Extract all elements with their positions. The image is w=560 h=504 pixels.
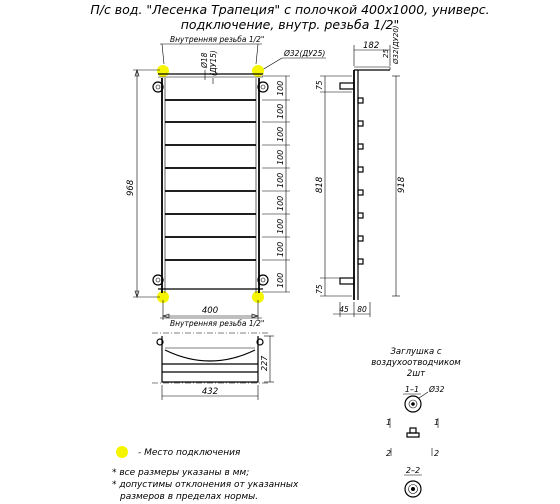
w432-label: 432 (201, 387, 219, 397)
plug-section-view (405, 481, 421, 497)
plug-title-2: воздухоотводчиком (371, 358, 461, 368)
d32-label: Ø32(ДУ25) (284, 49, 326, 58)
plug-top-view (405, 396, 421, 412)
plug-count: 2шт (406, 369, 426, 379)
plug-title-1: Заглушка с (390, 347, 442, 357)
h75-bottom-label: 75 (315, 284, 324, 294)
spacing-label: 100 (276, 103, 285, 119)
note-line-1: * все размеры указаны в мм; (112, 468, 250, 478)
section-2-2-label: 2–2 (405, 466, 421, 475)
cut-mark-1-right: 1 (434, 418, 440, 427)
connection-point-top-right (252, 65, 264, 77)
d18-label: Ø18 (200, 52, 209, 68)
connection-legend-label: - Место подключения (138, 448, 241, 458)
cut-mark-2-right: 2 (434, 449, 440, 458)
note-line-3: размеров в пределах нормы. (120, 492, 259, 502)
spacing-label: 100 (276, 195, 285, 211)
w25-label: 25 (382, 49, 390, 58)
legend (116, 446, 241, 458)
w182-label: 182 (363, 41, 380, 51)
spacing-labels (276, 81, 285, 288)
cut-mark-2-left: 2 (386, 449, 392, 458)
h227-label: 227 (260, 355, 269, 371)
connection-legend-swatch (116, 446, 128, 458)
side-view (315, 25, 407, 317)
spacing-label: 100 (276, 218, 285, 234)
spacing-label: 100 (276, 126, 285, 142)
rungs (165, 100, 256, 260)
top-view (152, 333, 274, 400)
side-rung-ends (358, 98, 363, 264)
plug-side-view (407, 428, 419, 437)
notes (112, 468, 299, 502)
w80-label: 80 (357, 305, 367, 314)
title-line-1: П/с вод. "Лесенка Трапеция" с полочкой 400х1000, универс. (90, 2, 490, 17)
spacing-label: 100 (276, 80, 285, 96)
note-line-2: * допустимы отклонения от указанных (112, 480, 299, 490)
d32du20-label: Ø32(ДУ20) (392, 25, 400, 64)
spacing-label: 100 (276, 172, 285, 188)
connection-point-top-left (157, 65, 169, 77)
title-line-2: подключение, внутр. резьба 1/2" (180, 17, 400, 32)
spacing-label: 100 (276, 272, 285, 288)
w45-label: 45 (339, 305, 349, 314)
thread-label-top: Внутренняя резьба 1/2" (170, 35, 265, 44)
width-400-label: 400 (201, 306, 219, 316)
plug-detail (371, 347, 461, 497)
h918-label: 918 (397, 176, 407, 193)
spacing-label: 100 (276, 241, 285, 257)
height-968-label: 968 (126, 179, 136, 196)
front-view (126, 35, 326, 328)
spacing-label: 100 (276, 149, 285, 165)
du15-label: (ДУ15) (209, 50, 218, 76)
cut-mark-1-left: 1 (386, 418, 392, 427)
thread-label-bottom: Внутренняя резьба 1/2" (170, 319, 265, 328)
section-1-1-label: 1–1 (404, 385, 420, 394)
plug-diameter-label: Ø32 (429, 385, 445, 394)
h818-label: 818 (315, 176, 325, 193)
h75-top-label: 75 (315, 80, 324, 90)
